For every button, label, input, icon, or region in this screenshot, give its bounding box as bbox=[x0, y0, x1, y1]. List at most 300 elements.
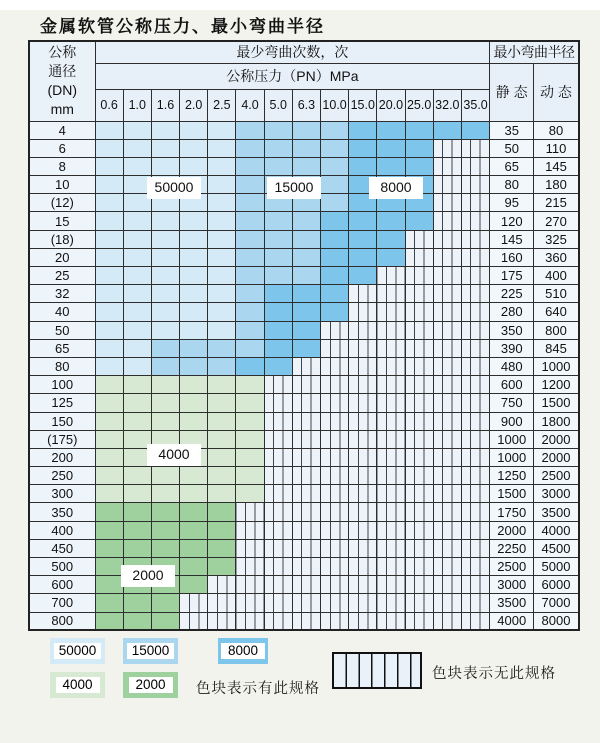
legend-swatch-15000 bbox=[123, 638, 178, 664]
no-spec-cell bbox=[377, 576, 405, 594]
table-row bbox=[29, 339, 579, 357]
dn-cell: (175) bbox=[29, 430, 95, 448]
no-spec-cell bbox=[433, 430, 461, 448]
cycle-band-cell-50000 bbox=[208, 321, 236, 339]
static-radius-cell: 350 bbox=[490, 321, 534, 339]
cycle-band-cell-4000 bbox=[151, 394, 179, 412]
dn-cell: 50 bbox=[29, 321, 95, 339]
cycle-band-cell-8000 bbox=[321, 230, 349, 248]
no-spec-cell bbox=[461, 430, 489, 448]
cycle-band-cell-50000 bbox=[208, 248, 236, 266]
dynamic-radius-cell: 1500 bbox=[534, 394, 579, 412]
no-spec-cell bbox=[321, 430, 349, 448]
dn-cell: 600 bbox=[29, 576, 95, 594]
cycle-band-cell-8000 bbox=[321, 303, 349, 321]
no-spec-cell bbox=[461, 485, 489, 503]
dynamic-radius-cell: 1200 bbox=[534, 376, 579, 394]
dynamic-radius-cell: 145 bbox=[534, 157, 579, 175]
cycle-band-cell-50000 bbox=[151, 248, 179, 266]
no-spec-cell bbox=[461, 194, 489, 212]
cycle-band-cell-50000 bbox=[123, 212, 151, 230]
cycle-band-cell-8000 bbox=[264, 339, 292, 357]
static-radius-cell: 145 bbox=[490, 230, 534, 248]
no-spec-cell bbox=[433, 594, 461, 612]
table-row bbox=[29, 139, 579, 157]
no-spec-cell bbox=[264, 503, 292, 521]
cycle-band-cell-50000 bbox=[208, 176, 236, 194]
no-spec-cell bbox=[236, 576, 264, 594]
no-spec-cell bbox=[405, 230, 433, 248]
cycle-band-cell-4000 bbox=[236, 430, 264, 448]
page-title: 金属软管公称压力、最小弯曲半径 bbox=[40, 17, 325, 37]
cycle-band-cell-15000 bbox=[321, 194, 349, 212]
static-radius-cell: 35 bbox=[490, 121, 534, 139]
no-spec-cell bbox=[377, 612, 405, 630]
no-spec-cell bbox=[461, 267, 489, 285]
dn-cell: 20 bbox=[29, 248, 95, 266]
cycle-band-cell-2000 bbox=[95, 576, 123, 594]
no-spec-cell bbox=[405, 357, 433, 375]
no-spec-cell bbox=[292, 503, 320, 521]
cycle-band-cell-8000 bbox=[349, 267, 377, 285]
dn-cell: 10 bbox=[29, 176, 95, 194]
dn-cell: 800 bbox=[29, 612, 95, 630]
cycle-band-cell-8000 bbox=[377, 157, 405, 175]
no-spec-cell bbox=[433, 357, 461, 375]
cycle-band-cell-8000 bbox=[461, 121, 489, 139]
static-radius-cell: 2250 bbox=[490, 539, 534, 557]
no-spec-cell bbox=[292, 467, 320, 485]
no-spec-cell bbox=[433, 212, 461, 230]
cycle-band-cell-15000 bbox=[321, 176, 349, 194]
dn-cell: 25 bbox=[29, 267, 95, 285]
no-spec-cell bbox=[377, 485, 405, 503]
no-spec-cell bbox=[236, 521, 264, 539]
no-spec-cell bbox=[461, 539, 489, 557]
no-spec-cell bbox=[349, 394, 377, 412]
dynamic-radius-cell: 510 bbox=[534, 285, 579, 303]
no-spec-cell bbox=[405, 467, 433, 485]
pressure-value-header: 1.0 bbox=[123, 89, 151, 121]
dn-cell: 450 bbox=[29, 539, 95, 557]
cycle-band-cell-50000 bbox=[95, 194, 123, 212]
no-spec-cell bbox=[405, 558, 433, 576]
no-spec-cell bbox=[349, 321, 377, 339]
dynamic-radius-cell: 1000 bbox=[534, 357, 579, 375]
no-spec-cell bbox=[461, 212, 489, 230]
dn-header-line: 通径 bbox=[48, 63, 77, 80]
region-label-50000: 50000 bbox=[147, 177, 201, 199]
cycle-band-cell-50000 bbox=[208, 194, 236, 212]
cycle-band-cell-50000 bbox=[123, 321, 151, 339]
cycle-band-cell-50000 bbox=[123, 357, 151, 375]
no-spec-cell bbox=[461, 357, 489, 375]
cycle-band-cell-50000 bbox=[151, 157, 179, 175]
no-spec-cell bbox=[321, 485, 349, 503]
no-spec-cell bbox=[264, 394, 292, 412]
no-spec-cell bbox=[292, 539, 320, 557]
no-spec-cell bbox=[461, 576, 489, 594]
no-spec-cell bbox=[405, 303, 433, 321]
no-spec-cell bbox=[292, 576, 320, 594]
no-spec-cell bbox=[349, 485, 377, 503]
no-spec-cell bbox=[349, 558, 377, 576]
static-radius-cell: 1250 bbox=[490, 467, 534, 485]
static-radius-cell: 390 bbox=[490, 339, 534, 357]
cycle-band-cell-8000 bbox=[264, 321, 292, 339]
no-spec-cell bbox=[377, 339, 405, 357]
no-spec-cell bbox=[264, 558, 292, 576]
cycle-band-cell-50000 bbox=[180, 321, 208, 339]
table-row bbox=[29, 121, 579, 139]
no-spec-cell bbox=[208, 612, 236, 630]
no-spec-cell bbox=[236, 594, 264, 612]
no-spec-cell bbox=[321, 521, 349, 539]
legend-value: 8000 bbox=[221, 643, 265, 659]
table-row bbox=[29, 558, 579, 576]
no-spec-cell bbox=[433, 139, 461, 157]
legend-value: 2000 bbox=[129, 677, 173, 693]
dn-cell: 200 bbox=[29, 448, 95, 466]
legend-unavailable-note: 色块表示无此规格 bbox=[432, 666, 556, 682]
no-spec-cell bbox=[433, 376, 461, 394]
dn-cell: 350 bbox=[29, 503, 95, 521]
no-spec-cell bbox=[180, 594, 208, 612]
no-spec-cell bbox=[180, 612, 208, 630]
cycle-band-cell-4000 bbox=[151, 485, 179, 503]
no-spec-cell bbox=[405, 430, 433, 448]
cycle-band-cell-8000 bbox=[292, 285, 320, 303]
no-spec-cell bbox=[461, 230, 489, 248]
cycle-band-cell-4000 bbox=[236, 394, 264, 412]
dynamic-radius-cell: 8000 bbox=[534, 612, 579, 630]
dynamic-radius-cell: 4500 bbox=[534, 539, 579, 557]
cycle-band-cell-2000 bbox=[208, 521, 236, 539]
cycle-band-cell-4000 bbox=[95, 376, 123, 394]
pressure-value-header: 20.0 bbox=[377, 89, 405, 121]
no-spec-cell bbox=[349, 594, 377, 612]
no-spec-cell bbox=[321, 539, 349, 557]
legend-available-note: 色块表示有此规格 bbox=[196, 681, 320, 697]
pressure-value-header: 1.6 bbox=[151, 89, 179, 121]
cycle-band-cell-4000 bbox=[123, 412, 151, 430]
no-spec-cell bbox=[264, 539, 292, 557]
cycle-band-cell-2000 bbox=[151, 521, 179, 539]
static-radius-cell: 120 bbox=[490, 212, 534, 230]
no-spec-cell bbox=[461, 467, 489, 485]
cycle-band-cell-4000 bbox=[95, 485, 123, 503]
dn-header-line: (DN) bbox=[47, 82, 78, 99]
cycle-band-cell-15000 bbox=[236, 285, 264, 303]
no-spec-cell bbox=[405, 448, 433, 466]
cycle-band-cell-15000 bbox=[236, 230, 264, 248]
pressure-value-header: 5.0 bbox=[264, 89, 292, 121]
no-spec-cell bbox=[433, 539, 461, 557]
dynamic-radius-cell: 3000 bbox=[534, 485, 579, 503]
no-spec-cell bbox=[264, 376, 292, 394]
cycle-band-cell-15000 bbox=[292, 230, 320, 248]
no-spec-cell bbox=[264, 485, 292, 503]
dn-cell: 40 bbox=[29, 303, 95, 321]
cycle-band-cell-15000 bbox=[236, 194, 264, 212]
static-radius-cell: 175 bbox=[490, 267, 534, 285]
no-spec-cell bbox=[264, 612, 292, 630]
cycle-band-cell-4000 bbox=[95, 467, 123, 485]
cycle-band-cell-50000 bbox=[123, 285, 151, 303]
cycle-band-cell-15000 bbox=[292, 139, 320, 157]
no-spec-cell bbox=[433, 303, 461, 321]
table-row bbox=[29, 157, 579, 175]
table-row bbox=[29, 248, 579, 266]
no-spec-cell bbox=[321, 357, 349, 375]
cycle-band-cell-50000 bbox=[151, 121, 179, 139]
no-spec-cell bbox=[264, 467, 292, 485]
cycle-band-cell-50000 bbox=[123, 248, 151, 266]
dn-cell: 400 bbox=[29, 521, 95, 539]
cycle-band-cell-2000 bbox=[95, 521, 123, 539]
cycle-band-cell-15000 bbox=[236, 139, 264, 157]
cycle-band-cell-15000 bbox=[292, 248, 320, 266]
cycle-band-cell-50000 bbox=[208, 267, 236, 285]
cycle-band-cell-4000 bbox=[95, 394, 123, 412]
cycle-band-cell-50000 bbox=[123, 157, 151, 175]
no-spec-cell bbox=[349, 448, 377, 466]
no-spec-cell bbox=[461, 248, 489, 266]
static-radius-cell: 95 bbox=[490, 194, 534, 212]
no-spec-cell bbox=[405, 521, 433, 539]
cycle-band-cell-4000 bbox=[123, 467, 151, 485]
cycle-band-cell-8000 bbox=[321, 285, 349, 303]
dynamic-radius-cell: 3500 bbox=[534, 503, 579, 521]
cycle-band-cell-50000 bbox=[208, 303, 236, 321]
cycle-band-cell-8000 bbox=[349, 121, 377, 139]
cycle-band-cell-15000 bbox=[236, 212, 264, 230]
no-spec-cell bbox=[377, 430, 405, 448]
cycle-band-cell-4000 bbox=[123, 485, 151, 503]
cycle-band-cell-50000 bbox=[95, 121, 123, 139]
cycle-band-cell-4000 bbox=[208, 448, 236, 466]
table-row bbox=[29, 612, 579, 630]
cycle-band-cell-8000 bbox=[292, 321, 320, 339]
no-spec-cell bbox=[292, 594, 320, 612]
region-label-4000: 4000 bbox=[147, 444, 201, 466]
cycle-band-cell-4000 bbox=[95, 412, 123, 430]
cycle-band-cell-15000 bbox=[236, 339, 264, 357]
no-spec-cell bbox=[433, 157, 461, 175]
cycle-band-cell-8000 bbox=[264, 357, 292, 375]
table-row bbox=[29, 230, 579, 248]
cycle-band-cell-2000 bbox=[95, 503, 123, 521]
legend-swatch-4000 bbox=[50, 672, 105, 698]
table-row bbox=[29, 448, 579, 466]
dynamic-radius-cell: 180 bbox=[534, 176, 579, 194]
static-header: 静 态 bbox=[490, 63, 534, 121]
cycle-band-cell-2000 bbox=[123, 539, 151, 557]
no-spec-cell bbox=[349, 521, 377, 539]
cycle-band-cell-4000 bbox=[95, 430, 123, 448]
cycle-band-cell-50000 bbox=[180, 139, 208, 157]
no-spec-cell bbox=[292, 612, 320, 630]
cycle-band-cell-4000 bbox=[208, 394, 236, 412]
cycle-band-cell-50000 bbox=[180, 121, 208, 139]
cycle-band-cell-15000 bbox=[180, 357, 208, 375]
dynamic-radius-cell: 5000 bbox=[534, 558, 579, 576]
dn-cell: 8 bbox=[29, 157, 95, 175]
dynamic-radius-cell: 800 bbox=[534, 321, 579, 339]
no-spec-cell bbox=[461, 339, 489, 357]
no-spec-cell bbox=[433, 467, 461, 485]
no-spec-cell bbox=[461, 376, 489, 394]
no-spec-cell bbox=[292, 394, 320, 412]
cycle-band-cell-4000 bbox=[180, 467, 208, 485]
cycle-band-cell-4000 bbox=[236, 412, 264, 430]
dn-cell: 4 bbox=[29, 121, 95, 139]
dynamic-radius-cell: 640 bbox=[534, 303, 579, 321]
dn-cell: 500 bbox=[29, 558, 95, 576]
table-row bbox=[29, 576, 579, 594]
cycle-band-cell-4000 bbox=[236, 467, 264, 485]
cycle-band-cell-15000 bbox=[236, 321, 264, 339]
cycle-band-cell-50000 bbox=[123, 267, 151, 285]
no-spec-cell bbox=[433, 321, 461, 339]
no-spec-cell bbox=[405, 248, 433, 266]
no-spec-cell bbox=[321, 394, 349, 412]
static-radius-cell: 65 bbox=[490, 157, 534, 175]
cycle-band-cell-50000 bbox=[95, 157, 123, 175]
cycle-band-cell-50000 bbox=[151, 230, 179, 248]
no-spec-cell bbox=[461, 521, 489, 539]
cycle-band-cell-2000 bbox=[208, 503, 236, 521]
no-spec-cell bbox=[321, 376, 349, 394]
cycle-band-cell-15000 bbox=[236, 157, 264, 175]
no-spec-cell bbox=[349, 612, 377, 630]
legend-swatch-8000 bbox=[218, 638, 268, 664]
cycle-band-cell-8000 bbox=[349, 230, 377, 248]
cycle-band-cell-2000 bbox=[151, 594, 179, 612]
no-spec-cell bbox=[236, 503, 264, 521]
static-radius-cell: 225 bbox=[490, 285, 534, 303]
table-row bbox=[29, 376, 579, 394]
pressure-value-header: 2.5 bbox=[208, 89, 236, 121]
no-spec-cell bbox=[321, 321, 349, 339]
no-spec-cell bbox=[377, 267, 405, 285]
no-spec-cell bbox=[349, 357, 377, 375]
cycle-band-cell-2000 bbox=[123, 503, 151, 521]
table-row bbox=[29, 521, 579, 539]
cycle-band-cell-50000 bbox=[95, 303, 123, 321]
dn-cell: 250 bbox=[29, 467, 95, 485]
no-spec-cell bbox=[349, 576, 377, 594]
no-spec-cell bbox=[433, 558, 461, 576]
dn-cell: (18) bbox=[29, 230, 95, 248]
table-row bbox=[29, 285, 579, 303]
cycle-band-cell-2000 bbox=[95, 594, 123, 612]
cycle-band-cell-4000 bbox=[151, 412, 179, 430]
dynamic-radius-cell: 4000 bbox=[534, 521, 579, 539]
no-spec-cell bbox=[461, 558, 489, 576]
cycle-band-cell-50000 bbox=[208, 139, 236, 157]
no-spec-cell bbox=[461, 176, 489, 194]
region-label-15000: 15000 bbox=[267, 177, 321, 199]
no-spec-cell bbox=[321, 612, 349, 630]
no-spec-cell bbox=[433, 267, 461, 285]
no-spec-cell bbox=[208, 594, 236, 612]
dynamic-radius-cell: 2500 bbox=[534, 467, 579, 485]
dn-cell: 700 bbox=[29, 594, 95, 612]
dn-cell: 300 bbox=[29, 485, 95, 503]
no-spec-cell bbox=[292, 558, 320, 576]
no-spec-cell bbox=[349, 412, 377, 430]
cycle-band-cell-4000 bbox=[236, 448, 264, 466]
no-spec-cell bbox=[433, 448, 461, 466]
no-spec-cell bbox=[461, 612, 489, 630]
cycle-band-cell-8000 bbox=[377, 121, 405, 139]
no-spec-cell bbox=[349, 539, 377, 557]
cycle-band-cell-8000 bbox=[321, 248, 349, 266]
no-spec-cell bbox=[461, 412, 489, 430]
no-spec-cell bbox=[461, 394, 489, 412]
dynamic-radius-cell: 1800 bbox=[534, 412, 579, 430]
cycle-band-cell-50000 bbox=[95, 248, 123, 266]
cycle-band-cell-4000 bbox=[123, 376, 151, 394]
cycle-band-cell-15000 bbox=[292, 212, 320, 230]
no-spec-cell bbox=[321, 467, 349, 485]
cycle-band-cell-50000 bbox=[180, 230, 208, 248]
no-spec-cell bbox=[377, 394, 405, 412]
cycle-band-cell-50000 bbox=[123, 339, 151, 357]
dn-cell: 80 bbox=[29, 357, 95, 375]
pressure-value-header: 2.0 bbox=[180, 89, 208, 121]
cycle-band-cell-2000 bbox=[208, 558, 236, 576]
pressure-header: 公称压力（PN）MPa bbox=[95, 63, 490, 89]
cycle-band-cell-15000 bbox=[264, 267, 292, 285]
no-spec-cell bbox=[292, 357, 320, 375]
cycle-band-cell-2000 bbox=[151, 539, 179, 557]
cycle-band-cell-50000 bbox=[180, 212, 208, 230]
cycle-band-cell-4000 bbox=[180, 485, 208, 503]
cycle-band-cell-2000 bbox=[95, 612, 123, 630]
table-row bbox=[29, 430, 579, 448]
cycle-band-cell-50000 bbox=[151, 267, 179, 285]
cycle-band-cell-50000 bbox=[180, 303, 208, 321]
table-row bbox=[29, 303, 579, 321]
static-radius-cell: 280 bbox=[490, 303, 534, 321]
no-spec-cell bbox=[433, 503, 461, 521]
cycle-band-cell-50000 bbox=[95, 212, 123, 230]
no-spec-cell bbox=[377, 357, 405, 375]
table-row bbox=[29, 467, 579, 485]
no-spec-cell bbox=[377, 412, 405, 430]
legend-value: 50000 bbox=[54, 643, 102, 659]
static-radius-cell: 2500 bbox=[490, 558, 534, 576]
no-spec-cell bbox=[405, 503, 433, 521]
cycle-band-cell-2000 bbox=[208, 539, 236, 557]
legend-value: 15000 bbox=[127, 643, 175, 659]
dn-cell: 150 bbox=[29, 412, 95, 430]
cycle-band-cell-15000 bbox=[236, 303, 264, 321]
static-radius-cell: 4000 bbox=[490, 612, 534, 630]
cycle-band-cell-2000 bbox=[180, 576, 208, 594]
no-spec-cell bbox=[461, 285, 489, 303]
static-radius-cell: 50 bbox=[490, 139, 534, 157]
cycle-band-cell-50000 bbox=[151, 321, 179, 339]
cycle-band-cell-8000 bbox=[377, 139, 405, 157]
cycle-band-cell-15000 bbox=[321, 157, 349, 175]
cycle-band-cell-50000 bbox=[151, 139, 179, 157]
cycle-band-cell-50000 bbox=[208, 285, 236, 303]
cycle-band-cell-8000 bbox=[377, 230, 405, 248]
no-spec-cell bbox=[349, 339, 377, 357]
